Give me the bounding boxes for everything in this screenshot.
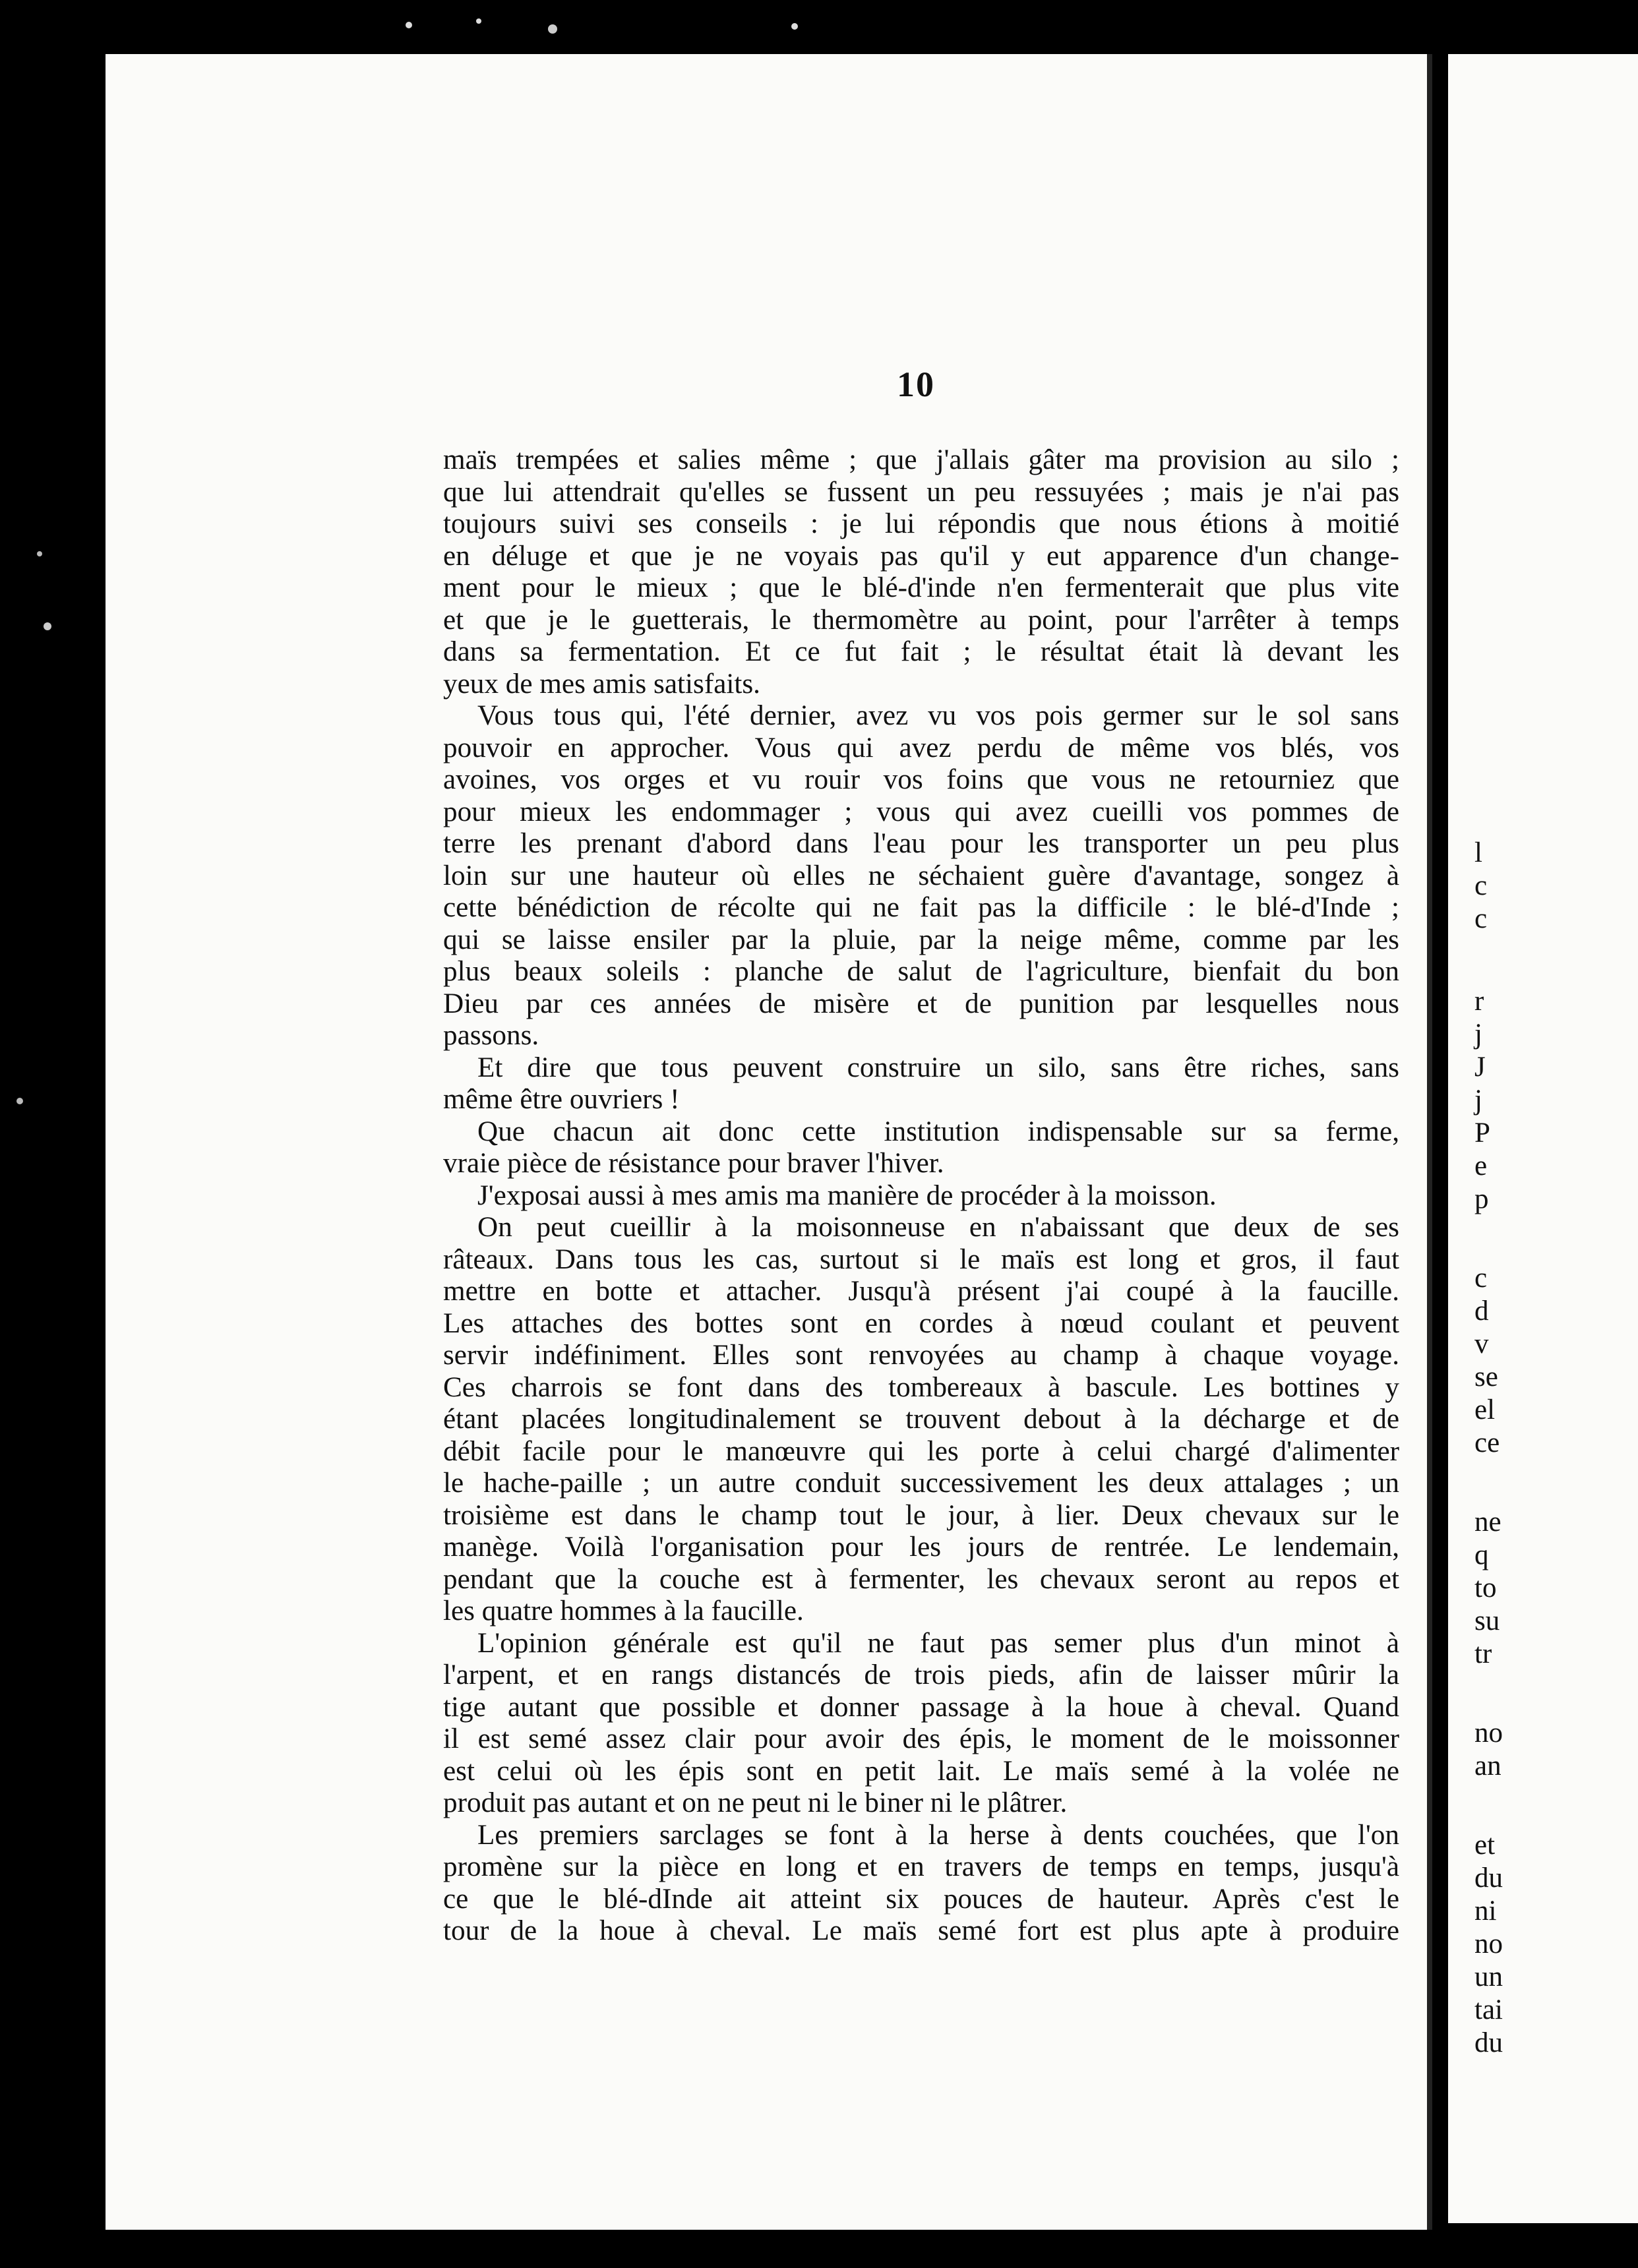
text-line: est celui où les épis sont en petit lait. Le maïs semé à la volée ne: [443, 1755, 1399, 1787]
text-line: promène sur la pièce en long et en travers de temps en temps, jusqu'à: [443, 1851, 1399, 1882]
text-line: avoines, vos orges et vu rouir vos foins que vous ne retourniez que: [443, 764, 1399, 795]
adjacent-page-fragment: ne: [1474, 1507, 1502, 1537]
text-line: terre les prenant d'abord dans l'eau pour les transporter un peu plus: [443, 828, 1399, 859]
adjacent-page-fragment: r: [1474, 986, 1484, 1017]
text-line: râteaux. Dans tous les cas, surtout si le maïs est long et gros, il faut: [443, 1243, 1399, 1275]
text-line: débit facile pour le manœuvre qui les porte à celui chargé d'alimenter: [443, 1435, 1399, 1467]
adjacent-page-fragment: an: [1474, 1750, 1502, 1781]
adjacent-page-fragment: ce: [1474, 1427, 1500, 1458]
text-line: le hache-paille ; un autre conduit successivement les deux attalages ; un: [443, 1468, 1399, 1499]
text-line: que lui attendrait qu'elles se fussent un peu ressuyées ; mais je n'ai pas: [443, 476, 1399, 508]
text-line: passons.: [443, 1020, 539, 1051]
text-line: et que je le guetterais, le thermomètre au point, pour l'arrêter à temps: [443, 604, 1399, 636]
adjacent-page-fragment: d: [1474, 1296, 1489, 1327]
adjacent-page-fragment: p: [1474, 1183, 1489, 1214]
adjacent-page-fragment: el: [1474, 1394, 1496, 1425]
adjacent-page-fragment: j: [1474, 1019, 1482, 1050]
text-line: Ces charrois se font dans des tombereaux à bascule. Les bottines y: [443, 1371, 1399, 1403]
text-line: mettre en botte et attacher. Jusqu'à présent j'ai coupé à la faucille.: [443, 1276, 1399, 1307]
adjacent-page-fragment: q: [1474, 1539, 1489, 1570]
adjacent-page-fragment: c: [1474, 870, 1488, 901]
adjacent-page-fragment: J: [1474, 1052, 1486, 1083]
text-line: tour de la houe à cheval. Le maïs semé fort est plus apte à produire: [443, 1915, 1399, 1946]
text-line: toujours suivi ses conseils : je lui répondis que nous étions à moitié: [443, 508, 1399, 539]
adjacent-page-fragment: tai: [1474, 1994, 1503, 2025]
text-line: pendant que la couche est à fermenter, les chevaux seront au repos et: [443, 1563, 1399, 1595]
text-line: il est semé assez clair pour avoir des épis, le moment de le moissonner: [443, 1723, 1399, 1754]
text-line: même être ouvriers !: [443, 1084, 680, 1115]
adjacent-page-fragment: j: [1474, 1085, 1482, 1116]
text-line: loin sur une hauteur où elles ne séchaient guère d'avantage, songez à: [443, 860, 1399, 891]
text-line: étant placées longitudinalement se trouvent debout à la décharge et de: [443, 1404, 1399, 1435]
text-line: Les attaches des bottes sont en cordes à nœud coulant et peuvent: [443, 1307, 1399, 1339]
adjacent-page-fragment: et: [1474, 1830, 1496, 1861]
adjacent-page-fragment: e: [1474, 1150, 1488, 1181]
adjacent-page-fragment: l: [1474, 837, 1482, 868]
adjacent-page-fragment: un: [1474, 1961, 1503, 1992]
text-line: dans sa fermentation. Et ce fut fait ; le résultat était là devant les: [443, 636, 1399, 667]
text-line: On peut cueillir à la moisonneuse en n'abaissant que deux de ses: [477, 1212, 1399, 1243]
adjacent-page-fragment: P: [1474, 1118, 1490, 1149]
text-line: J'exposai aussi à mes amis ma manière de procéder à la moisson.: [477, 1179, 1217, 1211]
adjacent-page-fragment: v: [1474, 1328, 1489, 1359]
text-line: Dieu par ces années de misère et de punition par lesquelles nous: [443, 988, 1399, 1019]
text-line: cette bénédiction de récolte qui ne fait pas la difficile : le blé-d'Inde ;: [443, 892, 1399, 923]
text-line: yeux de mes amis satisfaits.: [443, 668, 760, 700]
text-line: Et dire que tous peuvent construire un silo, sans être riches, sans: [477, 1052, 1399, 1083]
page-number: 10: [897, 365, 935, 404]
text-line: les quatre hommes à la faucille.: [443, 1596, 804, 1626]
text-line: manège. Voilà l'organisation pour les jours de rentrée. Le lendemain,: [443, 1532, 1399, 1563]
text-line: ce que le blé-dInde ait atteint six pouces de hauteur. Après c'est le: [443, 1883, 1399, 1915]
adjacent-page-fragment: ni: [1474, 1895, 1497, 1926]
adjacent-page-fragment: tr: [1474, 1638, 1492, 1669]
text-line: en déluge et que je ne voyais pas qu'il y eut apparence d'un change-: [443, 540, 1399, 572]
adjacent-page-fragment: c: [1474, 1263, 1488, 1294]
adjacent-page-fragment: no: [1474, 1717, 1503, 1748]
text-line: troisième est dans le champ tout le jour, à lier. Deux chevaux sur le: [443, 1499, 1399, 1531]
text-line: servir indéfiniment. Elles sont renvoyées au champ à chaque voyage.: [443, 1340, 1399, 1371]
text-line: Les premiers sarclages se font à la herse à dents couchées, que l'on: [477, 1819, 1399, 1851]
adjacent-page-fragment: to: [1474, 1572, 1497, 1603]
text-line: Que chacun ait donc cette institution indispensable sur sa ferme,: [477, 1116, 1399, 1147]
adjacent-page-fragment: se: [1474, 1361, 1498, 1392]
adjacent-page-fragment: c: [1474, 903, 1488, 934]
adjacent-page-fragment: su: [1474, 1605, 1500, 1636]
adjacent-page-fragment: du: [1474, 1863, 1503, 1894]
text-line: pour mieux les endommager ; vous qui avez cueilli vos pommes de: [443, 796, 1399, 827]
text-line: qui se laisse ensiler par la pluie, par la neige même, comme par les: [443, 924, 1399, 955]
text-line: ment pour le mieux ; que le blé-d'inde n'en fermenterait que plus vite: [443, 572, 1399, 603]
adjacent-page-fragment: du: [1474, 2027, 1503, 2058]
text-line: pouvoir en approcher. Vous qui avez perdu de même vos blés, vos: [443, 732, 1399, 763]
text-line: tige autant que possible et donner passage à la houe à cheval. Quand: [443, 1691, 1399, 1723]
text-line: l'arpent, et en rangs distancés de trois pieds, afin de laisser mûrir la: [443, 1659, 1399, 1690]
text-line: produit pas autant et on ne peut ni le biner ni le plâtrer.: [443, 1787, 1068, 1818]
text-line: Vous tous qui, l'été dernier, avez vu vos pois germer sur le sol sans: [477, 700, 1399, 731]
text-line: vraie pièce de résistance pour braver l'hiver.: [443, 1148, 944, 1179]
text-line: maïs trempées et salies même ; que j'allais gâter ma provision au silo ;: [443, 444, 1399, 475]
text-line: L'opinion générale est qu'il ne faut pas semer plus d'un minot à: [477, 1627, 1399, 1659]
text-line: plus beaux soleils : planche de salut de l'agriculture, bienfait du bon: [443, 956, 1399, 987]
adjacent-page-fragment: no: [1474, 1928, 1503, 1959]
